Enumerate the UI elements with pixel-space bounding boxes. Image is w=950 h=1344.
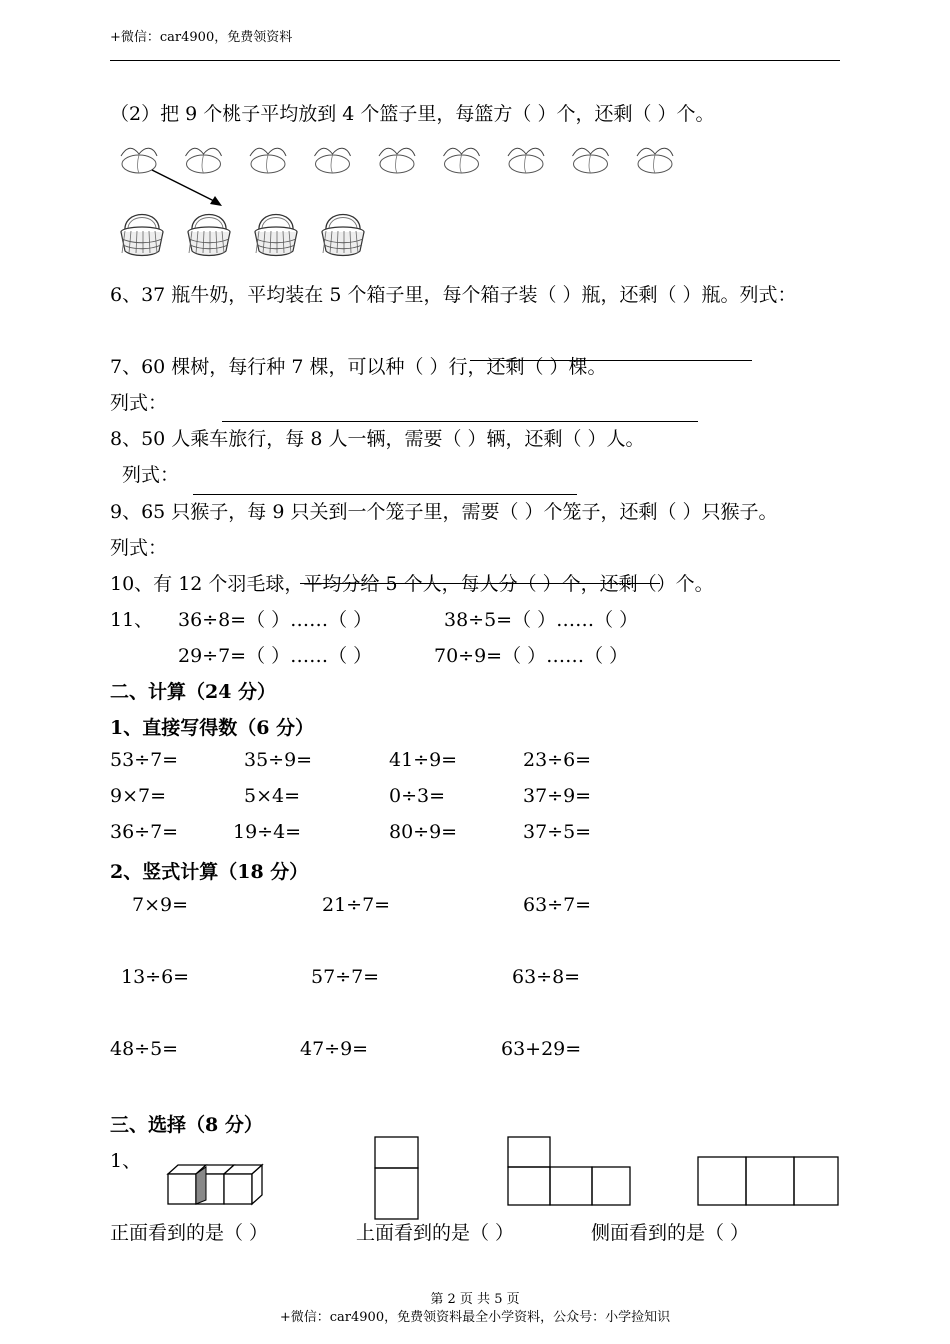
basket-icon bbox=[322, 215, 364, 256]
peach-icon bbox=[573, 148, 609, 173]
division-item: 70÷9=（ ）……（ ） bbox=[434, 645, 629, 667]
vertical-item: 7×9= bbox=[132, 894, 189, 916]
question-5-2: （2）把 9 个桃子平均放到 4 个篮子里，每篮方（ ）个，还剩（ ）个。 bbox=[110, 103, 715, 125]
calc-item: 53÷7= bbox=[110, 749, 179, 771]
direct-calc-title: 1、直接写得数（6 分） bbox=[110, 717, 315, 739]
basket-icon bbox=[121, 215, 163, 256]
question-11-label: 11、 bbox=[110, 609, 154, 631]
calc-item: 35÷9= bbox=[244, 749, 313, 771]
question-8-formula: 列式： bbox=[122, 464, 180, 486]
page-number: 第 2 页 共 5 页 bbox=[430, 1292, 520, 1307]
question-8: 8、50 人乘车旅行，每 8 人一辆，需要（ ）辆，还剩（ ）人。 bbox=[110, 428, 645, 450]
calc-item: 37÷5= bbox=[523, 821, 592, 843]
peach-icon bbox=[250, 148, 286, 173]
choice-side: 侧面看到的是（ ） bbox=[591, 1222, 750, 1244]
calc-item: 37÷9= bbox=[523, 785, 592, 807]
vertical-item: 47÷9= bbox=[300, 1038, 369, 1060]
vertical-calc-title: 2、竖式计算（18 分） bbox=[110, 861, 309, 883]
division-item: 38÷5=（ ）……（ ） bbox=[444, 609, 639, 631]
section-2-title: 二、计算（24 分） bbox=[110, 681, 277, 703]
peach-icon bbox=[379, 148, 415, 173]
peach-icon bbox=[315, 148, 351, 173]
choice-top: 上面看到的是（ ） bbox=[356, 1222, 515, 1244]
header-text: +微信：car4900，免费领资料 bbox=[110, 30, 293, 45]
baskets-illustration bbox=[115, 205, 385, 260]
calc-item: 36÷7= bbox=[110, 821, 179, 843]
vertical-item: 48÷5= bbox=[110, 1038, 179, 1060]
vertical-item: 21÷7= bbox=[322, 894, 391, 916]
top-view-figure bbox=[374, 1136, 420, 1222]
row-shape-figure bbox=[697, 1156, 841, 1208]
peach-icon bbox=[444, 148, 480, 173]
calc-item: 80÷9= bbox=[389, 821, 458, 843]
header-rule bbox=[110, 60, 840, 61]
answer-line bbox=[193, 494, 577, 495]
footer-wechat: +微信：car4900，免费领资料最全小学资料，公众号：小学捡知识 bbox=[279, 1310, 671, 1325]
l-shape-figure bbox=[507, 1136, 633, 1208]
answer-line bbox=[222, 421, 698, 422]
calc-item: 19÷4= bbox=[233, 821, 302, 843]
question-10: 10、有 12 个羽毛球，平均分给 5 个人，每人分（ ）个，还剩（）个。 bbox=[110, 573, 714, 595]
answer-line bbox=[300, 583, 660, 584]
choice-front: 正面看到的是（ ） bbox=[110, 1222, 269, 1244]
peach-icon bbox=[508, 148, 544, 173]
question-6: 6、37 瓶牛奶，平均装在 5 个箱子里，每个箱子装（ ）瓶，还剩（ ）瓶。列式： bbox=[110, 284, 797, 306]
calc-item: 41÷9= bbox=[389, 749, 458, 771]
vertical-item: 57÷7= bbox=[311, 966, 380, 988]
question-9-formula: 列式： bbox=[110, 537, 168, 559]
calc-item: 0÷3= bbox=[389, 785, 446, 807]
basket-icon bbox=[255, 215, 297, 256]
division-item: 36÷8=（ ）……（ ） bbox=[178, 609, 373, 631]
calc-item: 9×7= bbox=[110, 785, 167, 807]
vertical-item: 63+29= bbox=[501, 1038, 582, 1060]
question-9: 9、65 只猴子，每 9 只关到一个笼子里，需要（ ）个笼子，还剩（ ）只猴子。 bbox=[110, 501, 778, 523]
calc-item: 5×4= bbox=[244, 785, 301, 807]
cubes-figure bbox=[166, 1162, 268, 1207]
section-3-title: 三、选择（8 分） bbox=[110, 1114, 263, 1136]
division-item: 29÷7=（ ）……（ ） bbox=[178, 645, 373, 667]
vertical-item: 13÷6= bbox=[121, 966, 190, 988]
answer-line bbox=[470, 360, 752, 361]
choice-label: 1、 bbox=[110, 1150, 142, 1172]
basket-icon bbox=[188, 215, 230, 256]
vertical-item: 63÷8= bbox=[512, 966, 581, 988]
question-7: 7、60 棵树，每行种 7 棵，可以种（ ）行，还剩（ ）棵。 bbox=[110, 356, 607, 378]
vertical-item: 63÷7= bbox=[523, 894, 592, 916]
peach-icon bbox=[637, 148, 673, 173]
question-7-formula: 列式： bbox=[110, 392, 168, 414]
calc-item: 23÷6= bbox=[523, 749, 592, 771]
